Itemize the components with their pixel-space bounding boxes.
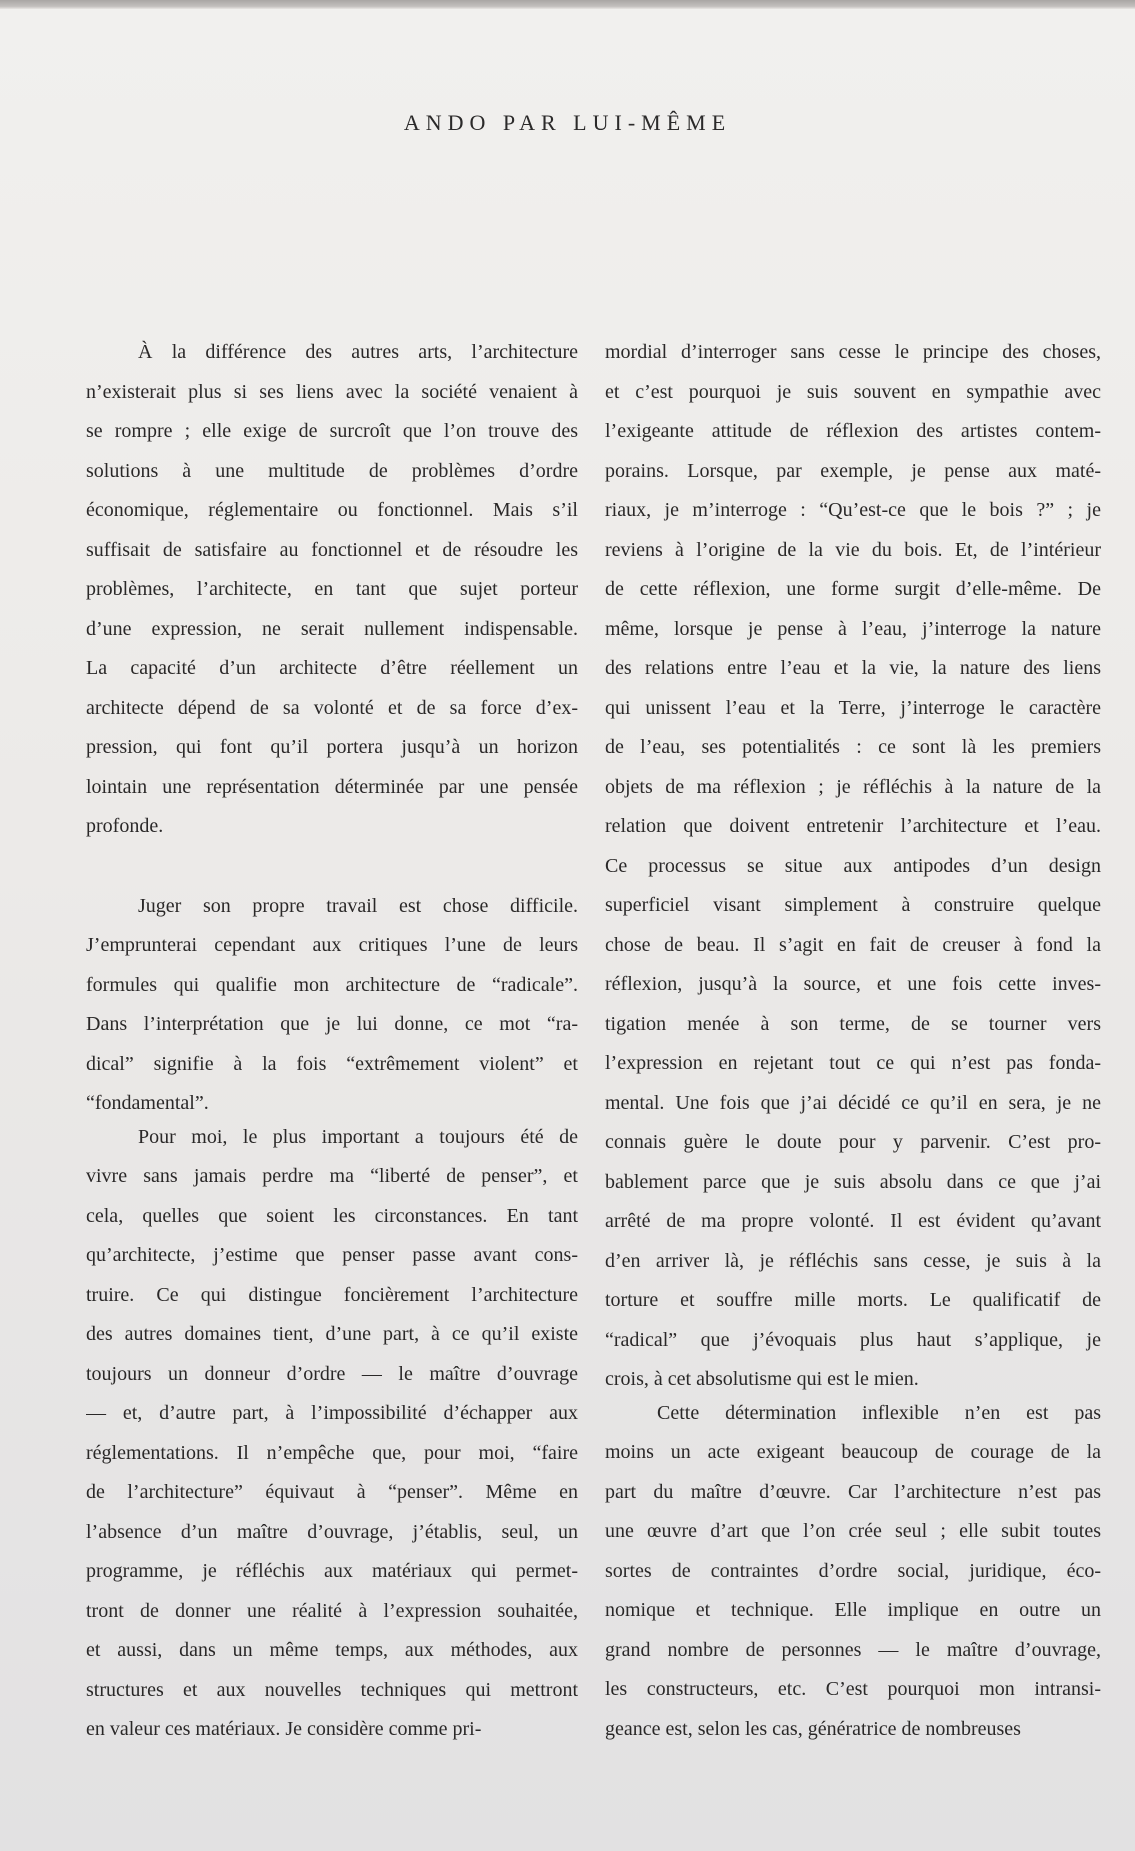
paragraph: [605, 333, 1101, 1400]
text-line: chose de beau. Il s’agit en fait de creuser à fond la: [605, 933, 1101, 956]
text-line: l’absence d’un maître d’ouvrage, j’établis, seul, un: [86, 1520, 578, 1543]
text-line: relation que doivent entretenir l’architecture et l’eau.: [605, 815, 1101, 837]
text-line: crois, à cet absolutisme qui est le mien.: [605, 1368, 919, 1390]
text-line: nomique et technique. Elle implique en outre un: [605, 1599, 1101, 1621]
text-line: tigation menée à son terme, de se tourner vers: [605, 1012, 1101, 1035]
text-line: l’expression en rejetant tout ce qui n’est pas fonda-: [605, 1052, 1101, 1074]
text-line: connais guère le doute pour y parvenir. C’est pro-: [605, 1131, 1101, 1153]
text-line: mental. Une fois que j’ai décidé ce qu’il en sera, je ne: [605, 1091, 1101, 1114]
text-line: “radical” que j’évoquais plus haut s’applique, je: [605, 1328, 1101, 1351]
text-line: l’exigeante attitude de réflexion des artistes contem-: [605, 420, 1101, 442]
text-line: structures et aux nouvelles techniques qui mettront: [86, 1678, 578, 1701]
text-line: réflexion, jusqu’à la source, et une fois cette inves-: [605, 973, 1101, 995]
text-line: pression, qui font qu’il portera jusqu’à un horizon: [86, 736, 578, 758]
text-line: “fondamental”.: [86, 1092, 209, 1114]
text-line: Ce processus se situe aux antipodes d’un design: [605, 854, 1101, 877]
text-line: truire. Ce qui distingue foncièrement l’architecture: [86, 1283, 578, 1306]
page-top-edge: [0, 0, 1135, 9]
text-line: J’emprunterai cependant aux critiques l’une de leurs: [86, 934, 578, 956]
text-line: qui unissent l’eau et la Terre, j’interroge le caractère: [605, 696, 1101, 719]
text-line: économique, réglementaire ou fonctionnel. Mais s’il: [86, 499, 578, 521]
text-line: tront de donner une réalité à l’expression souhaitée,: [86, 1599, 578, 1622]
text-line: Pour moi, le plus important a toujours été de: [138, 1125, 578, 1148]
text-line: les constructeurs, etc. C’est pourquoi mon intransi-: [605, 1678, 1101, 1700]
text-line: problèmes, l’architecte, en tant que sujet porteur: [86, 578, 578, 600]
text-line: même, lorsque je pense à l’eau, j’interroge la nature: [605, 617, 1101, 640]
text-line: riaux, je m’interroge : “Qu’est-ce que le bois ?” ; je: [605, 499, 1101, 521]
right-column: [605, 333, 1101, 1749]
text-line: vivre sans jamais perdre ma “liberté de penser”, et: [86, 1165, 578, 1187]
text-line: n’existerait plus si ses liens avec la société venaient à: [86, 380, 578, 403]
left-column: [86, 333, 578, 1750]
paragraph-gap: [86, 847, 578, 887]
text-line: moins un acte exigeant beaucoup de courage de la: [605, 1441, 1101, 1463]
text-line: reviens à l’origine de la vie du bois. Et, de l’intérieur: [605, 538, 1101, 561]
text-line: réglementations. Il n’empêche que, pour moi, “faire: [86, 1441, 578, 1464]
paragraph: [605, 1394, 1101, 1750]
text-line: de cette réflexion, une forme surgit d’elle-même. De: [605, 578, 1101, 600]
text-line: qu’architecte, j’estime que penser passe avant cons-: [86, 1244, 578, 1266]
paragraph: [86, 333, 578, 847]
text-line: cela, quelles que soient les circonstances. En tant: [86, 1204, 578, 1227]
text-line: toujours un donneur d’ordre — le maître d’ouvrage: [86, 1362, 578, 1385]
paragraph: [86, 1118, 578, 1750]
text-line: d’une expression, ne serait nullement indispensable.: [86, 617, 578, 640]
text-line: d’en arriver là, je réfléchis sans cesse, je suis à la: [605, 1249, 1101, 1272]
text-line: superficiel visant simplement à construire quelque: [605, 894, 1101, 916]
text-line: en valeur ces matériaux. Je considère comme pri-: [86, 1718, 482, 1740]
text-line: geance est, selon les cas, génératrice de nombreuses: [605, 1717, 1021, 1740]
text-line: porains. Lorsque, par exemple, je pense aux maté-: [605, 459, 1101, 482]
text-line: des autres domaines tient, d’une part, à ce qu’il existe: [86, 1323, 578, 1345]
text-line: se rompre ; elle exige de surcroît que l’on trouve des: [86, 420, 578, 442]
text-line: dical” signifie à la fois “extrêmement violent” et: [86, 1052, 578, 1075]
text-line: architecte dépend de sa volonté et de sa force d’ex-: [86, 696, 578, 719]
text-line: part du maître d’œuvre. Car l’architecture n’est pas: [605, 1480, 1101, 1503]
text-line: profonde.: [86, 815, 164, 837]
text-line: de l’eau, ses potentialités : ce sont là les premiers: [605, 736, 1101, 758]
text-line: formules qui qualifie mon architecture de “radicale”.: [86, 973, 578, 996]
text-line: sortes de contraintes d’ordre social, juridique, éco-: [605, 1559, 1101, 1582]
text-line: Dans l’interprétation que je lui donne, ce mot “ra-: [86, 1013, 578, 1035]
text-line: des relations entre l’eau et la vie, la nature des liens: [605, 657, 1101, 679]
text-line: arrêté de ma propre volonté. Il est évident qu’avant: [605, 1210, 1101, 1232]
text-line: de l’architecture” équivaut à “penser”. Même en: [86, 1481, 578, 1503]
text-line: torture et souffre mille morts. Le qualificatif de: [605, 1289, 1101, 1311]
text-line: Cette détermination inflexible n’en est pas: [657, 1401, 1101, 1424]
text-line: programme, je réfléchis aux matériaux qui permet-: [86, 1560, 578, 1582]
text-line: objets de ma réflexion ; je réfléchis à la nature de la: [605, 775, 1101, 798]
text-line: et aussi, dans un même temps, aux méthodes, aux: [86, 1639, 578, 1661]
text-line: — et, d’autre part, à l’impossibilité d’échapper aux: [86, 1402, 578, 1424]
page-title: ANDO PAR LUI-MÊME: [403, 110, 732, 135]
text-line: suffisait de satisfaire au fonctionnel et de résoudre les: [86, 538, 578, 561]
text-line: lointain une représentation déterminée par une pensée: [86, 775, 578, 798]
text-line: À la différence des autres arts, l’architecture: [138, 341, 578, 363]
text-line: solutions à une multitude de problèmes d’ordre: [86, 459, 578, 482]
text-line: Juger son propre travail est chose difficile.: [138, 894, 578, 917]
text-line: mordial d’interroger sans cesse le principe des choses,: [605, 341, 1101, 363]
paragraph: [86, 887, 578, 1124]
text-line: grand nombre de personnes — le maître d’ouvrage,: [605, 1638, 1101, 1661]
text-line: bablement parce que je suis absolu dans ce que j’ai: [605, 1170, 1101, 1193]
text-line: et c’est pourquoi je suis souvent en sympathie avec: [605, 380, 1101, 403]
text-line: La capacité d’un architecte d’être réellement un: [86, 657, 578, 679]
text-line: une œuvre d’art que l’on crée seul ; elle subit toutes: [605, 1520, 1101, 1542]
